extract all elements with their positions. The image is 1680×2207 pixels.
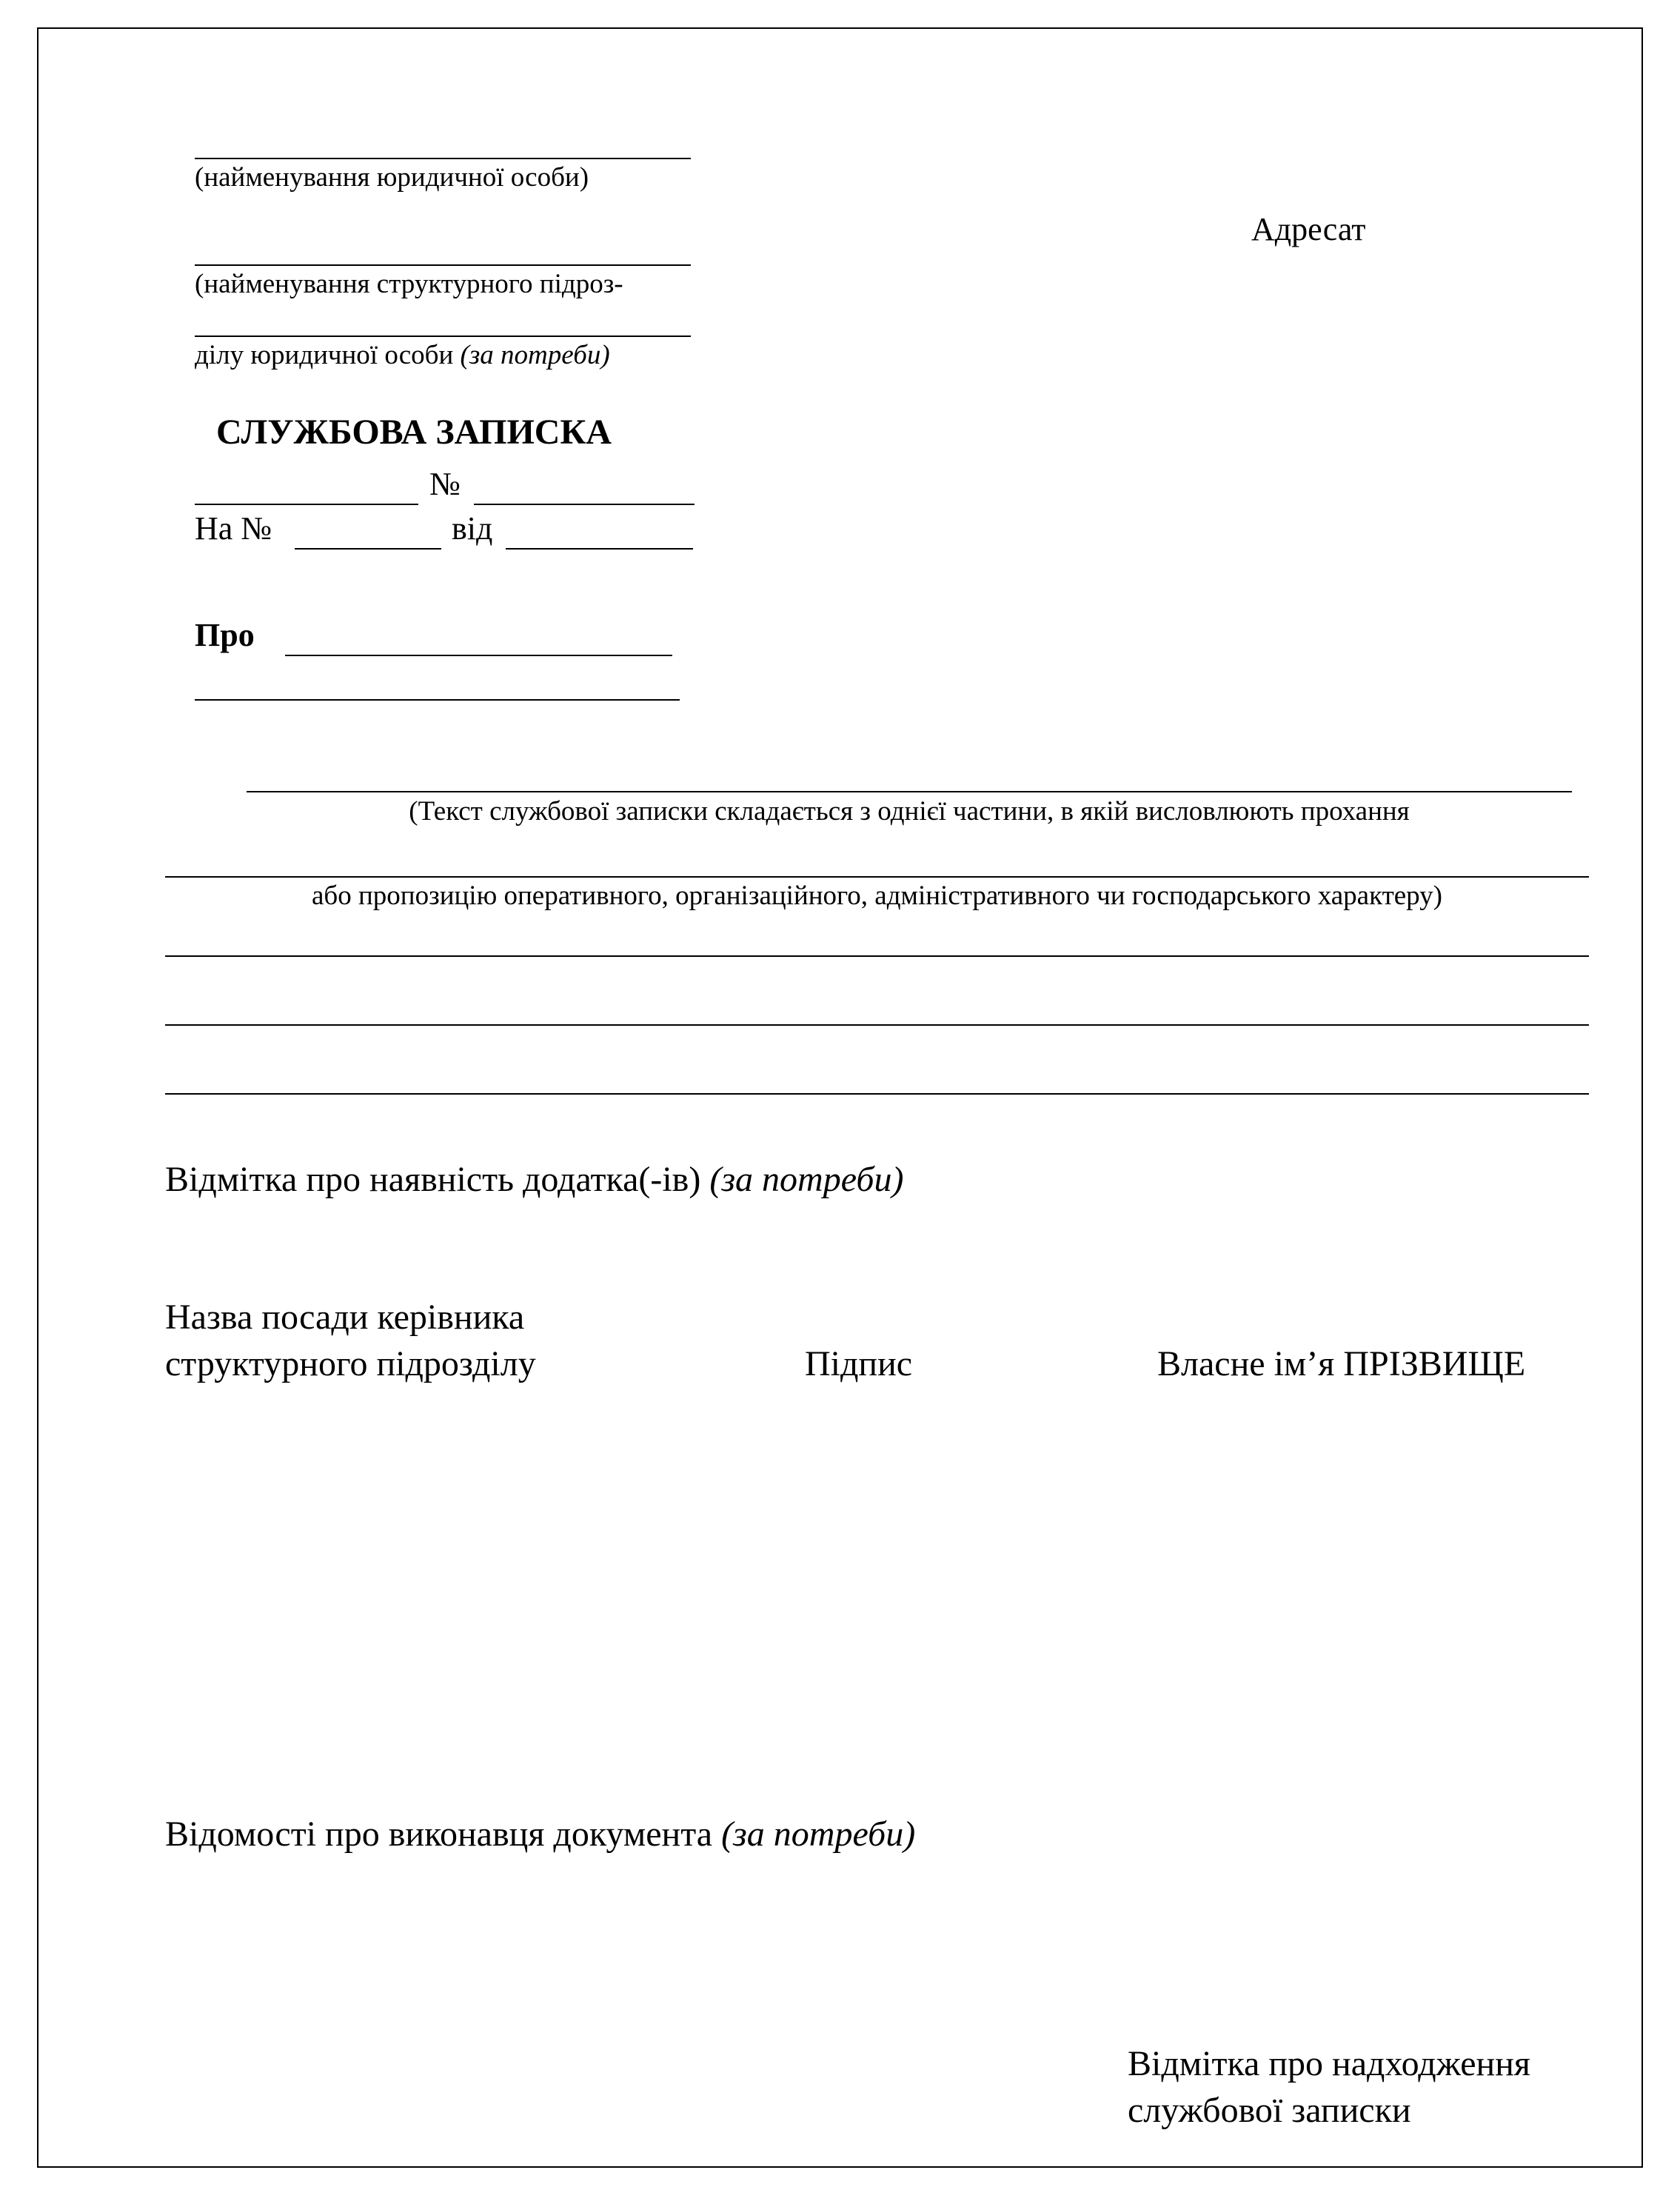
signatory-name: Власне ім’я ПРІЗВИЩЕ bbox=[1157, 1344, 1526, 1383]
reply-from: від bbox=[452, 510, 493, 547]
attachment-optional: (за потреби) bbox=[709, 1160, 904, 1199]
attachment-mark bbox=[165, 1158, 904, 1201]
subdivision-caption-1: (найменування структурного підроз- bbox=[195, 269, 623, 299]
subdivision-caption-2-text: ділу юридичної особи bbox=[195, 340, 454, 370]
position-title-line-2: структурного підрозділу bbox=[165, 1344, 536, 1383]
subdivision-line-2[interactable] bbox=[195, 335, 691, 337]
reply-prefix: На № bbox=[195, 510, 272, 547]
executor-info bbox=[165, 1813, 915, 1856]
subdivision-caption-2 bbox=[195, 339, 610, 372]
legal-entity-line[interactable] bbox=[195, 158, 691, 159]
subject-label: Про bbox=[195, 617, 255, 653]
body-line-1[interactable] bbox=[247, 791, 1572, 792]
registration-number-line[interactable] bbox=[474, 504, 695, 505]
reply-date-line[interactable] bbox=[506, 548, 693, 550]
position-title-line-1: Назва посади керівника bbox=[165, 1298, 525, 1337]
date-line[interactable] bbox=[195, 504, 418, 505]
body-line-2[interactable] bbox=[165, 876, 1589, 878]
body-instruction-1: (Текст службової записки складається з однієї частини, в якій висловлюють прохання bbox=[409, 796, 1410, 827]
number-sign: № bbox=[429, 466, 461, 502]
body-line-4[interactable] bbox=[165, 1024, 1589, 1026]
signature-label: Підпис bbox=[805, 1344, 913, 1383]
subdivision-line-1[interactable] bbox=[195, 264, 691, 266]
executor-text: Відомості про виконавця документа bbox=[165, 1814, 713, 1854]
body-instruction-2: або пропозицію оперативного, організаційного, адміністративного чи господарського характеру) bbox=[311, 881, 1442, 911]
body-line-3[interactable] bbox=[165, 955, 1589, 957]
body-line-5[interactable] bbox=[165, 1093, 1589, 1095]
subdivision-caption-2-optional: (за потреби) bbox=[460, 340, 610, 370]
attachment-text: Відмітка про наявність додатка(-ів) bbox=[165, 1160, 701, 1199]
executor-optional: (за потреби) bbox=[721, 1814, 916, 1854]
subject-line-1[interactable] bbox=[285, 655, 672, 656]
receipt-mark-line-1: Відмітка про надходження bbox=[1128, 2044, 1530, 2083]
reply-number-line[interactable] bbox=[295, 548, 441, 550]
receipt-mark-line-2: службової записки bbox=[1128, 2091, 1411, 2130]
subject-line-2[interactable] bbox=[195, 699, 680, 701]
document-title: СЛУЖБОВА ЗАПИСКА bbox=[216, 413, 612, 452]
legal-entity-caption: (найменування юридичної особи) bbox=[195, 162, 589, 193]
addressee: Адресат bbox=[1251, 211, 1366, 247]
